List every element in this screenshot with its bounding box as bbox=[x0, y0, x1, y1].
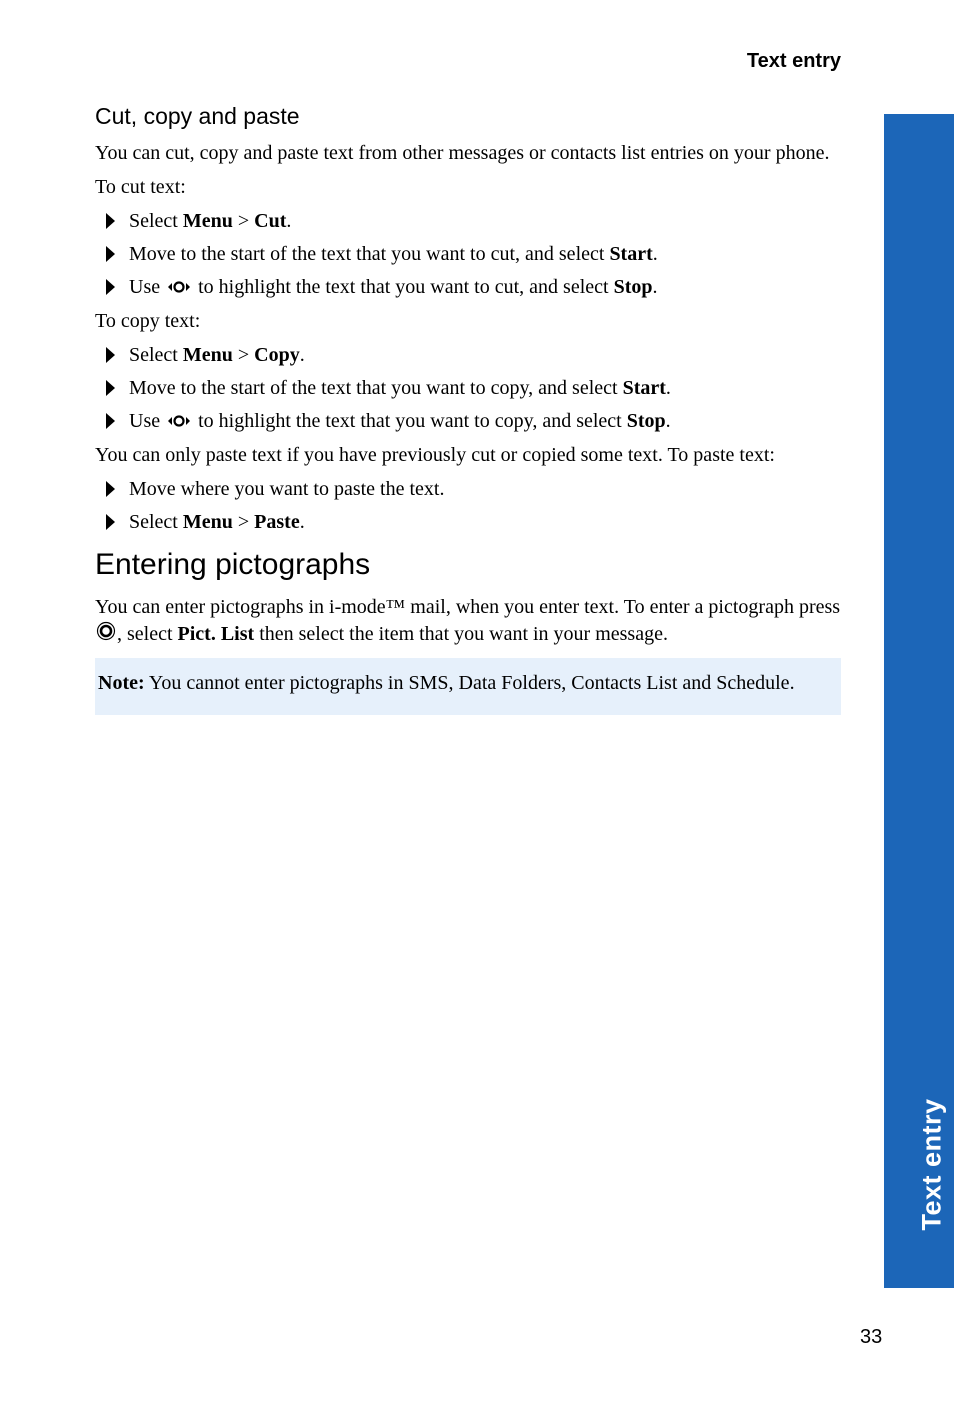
navigation-key-icon bbox=[167, 413, 191, 429]
center-key-icon bbox=[96, 621, 116, 641]
pictographs-paragraph: You can enter pictographs in i-mode™ mail, when you enter text. To enter a pictograph press , select Pict. List then select the item that you want in your message. bbox=[95, 596, 841, 645]
intro-paragraph: You can cut, copy and paste text from other messages or contacts list entries on your phone. bbox=[95, 142, 830, 164]
list-item: Use to highlight the text that you want to copy, and select Stop. bbox=[95, 408, 841, 435]
bullet-arrow-icon bbox=[106, 481, 115, 497]
bullet-arrow-icon bbox=[106, 246, 115, 262]
list-item: Move to the start of the text that you want to cut, and select Start. bbox=[95, 241, 841, 268]
note-text: You cannot enter pictographs in SMS, Data Folders, Contacts List and Schedule. bbox=[144, 672, 795, 694]
cut-steps bbox=[95, 208, 841, 301]
note-label: Note: bbox=[98, 672, 145, 694]
copy-steps bbox=[95, 342, 841, 435]
bullet-arrow-icon bbox=[106, 213, 115, 229]
list-item: Select Menu > Copy. bbox=[95, 342, 841, 369]
subheading-cut-copy-paste: Cut, copy and paste bbox=[95, 103, 300, 129]
cut-label: To cut text: bbox=[95, 176, 186, 198]
bullet-arrow-icon bbox=[106, 413, 115, 429]
heading-entering-pictographs: Entering pictographs bbox=[95, 548, 371, 581]
side-tab-label: Text entry bbox=[916, 1098, 947, 1231]
page-number: 33 bbox=[860, 1326, 883, 1348]
list-item: Select Menu > Cut. bbox=[95, 208, 841, 235]
list-item: Move to the start of the text that you want to copy, and select Start. bbox=[95, 375, 841, 402]
paste-steps bbox=[95, 476, 841, 536]
list-item: Use to highlight the text that you want to cut, and select Stop. bbox=[95, 274, 841, 301]
page-content bbox=[95, 103, 841, 715]
bullet-arrow-icon bbox=[106, 514, 115, 530]
copy-label: To copy text: bbox=[95, 310, 201, 332]
list-item: Move where you want to paste the text. bbox=[95, 476, 841, 503]
bullet-arrow-icon bbox=[106, 279, 115, 295]
running-header: Text entry bbox=[746, 50, 841, 72]
list-item: Select Menu > Paste. bbox=[95, 509, 841, 536]
bullet-arrow-icon bbox=[106, 347, 115, 363]
paste-intro: You can only paste text if you have previously cut or copied some text. To paste text: bbox=[95, 444, 775, 466]
navigation-key-icon bbox=[167, 279, 191, 295]
bullet-arrow-icon bbox=[106, 380, 115, 396]
note-box bbox=[95, 658, 841, 715]
side-tab bbox=[884, 114, 954, 1288]
